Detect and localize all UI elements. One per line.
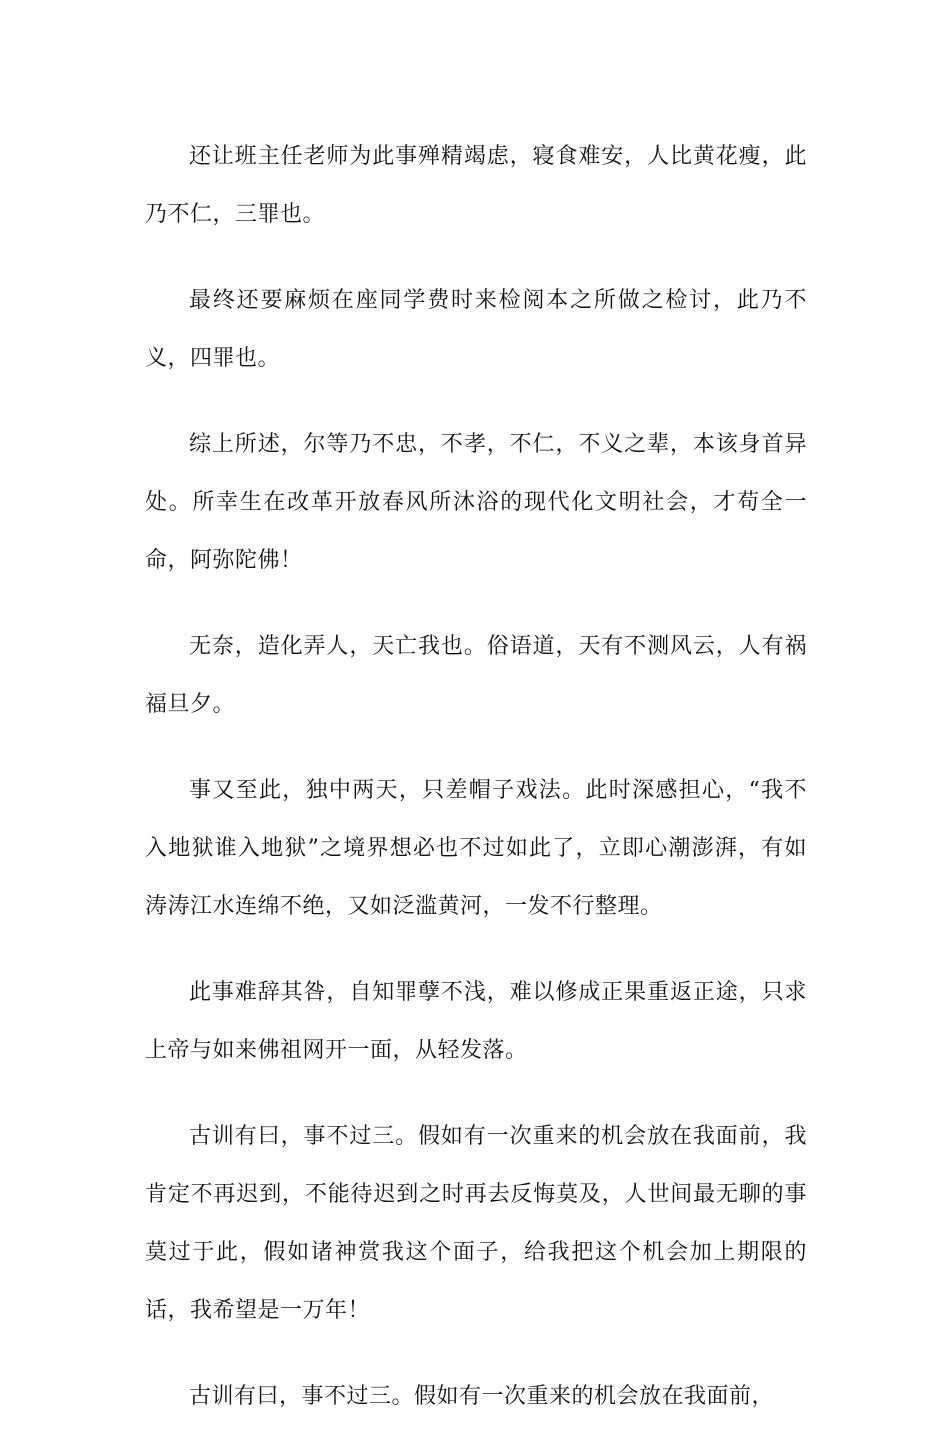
paragraph: 最终还要麻烦在座同学费时来检阅本之所做之检讨，此乃不义，四罪也。 [145, 288, 807, 371]
paragraph: 还让班主任老师为此事殚精竭虑，寝食难安，人比黄花瘦，此乃不仁，三罪也。 [145, 144, 807, 227]
document-body [145, 128, 807, 1454]
paragraph: 综上所述，尔等乃不忠，不孝，不仁，不义之辈，本该身首异处。所幸生在改革开放春风所沐浴的现代化文明社会，才苟全一命，阿弥陀佛！ [145, 432, 807, 573]
paragraph: 古训有曰，事不过三。假如有一次重来的机会放在我面前，我肯定不再迟到，不能待迟到之时再去反悔莫及，人世间最无聊的事莫过于此，假如诸神赏我这个面子，给我把这个机会加上期限的话，我希望是一万年！ [145, 1124, 807, 1323]
paragraph: 古训有曰，事不过三。假如有一次重来的机会放在我面前， [189, 1384, 775, 1409]
paragraph: 无奈，造化弄人，天亡我也。俗语道，天有不测风云，人有祸福旦夕。 [145, 634, 807, 717]
paragraph: 此事难辞其咎，自知罪孽不浅，难以修成正果重返正途，只求上帝与如来佛祖网开一面，从轻发落。 [145, 980, 807, 1063]
paragraph: 事又至此，独中两天，只差帽子戏法。此时深感担心，“我不入地狱谁入地狱”之境界想必也不过如此了，立即心潮澎湃，有如涛涛江水连绵不绝，又如泛滥黄河，一发不行整理。 [145, 778, 807, 919]
